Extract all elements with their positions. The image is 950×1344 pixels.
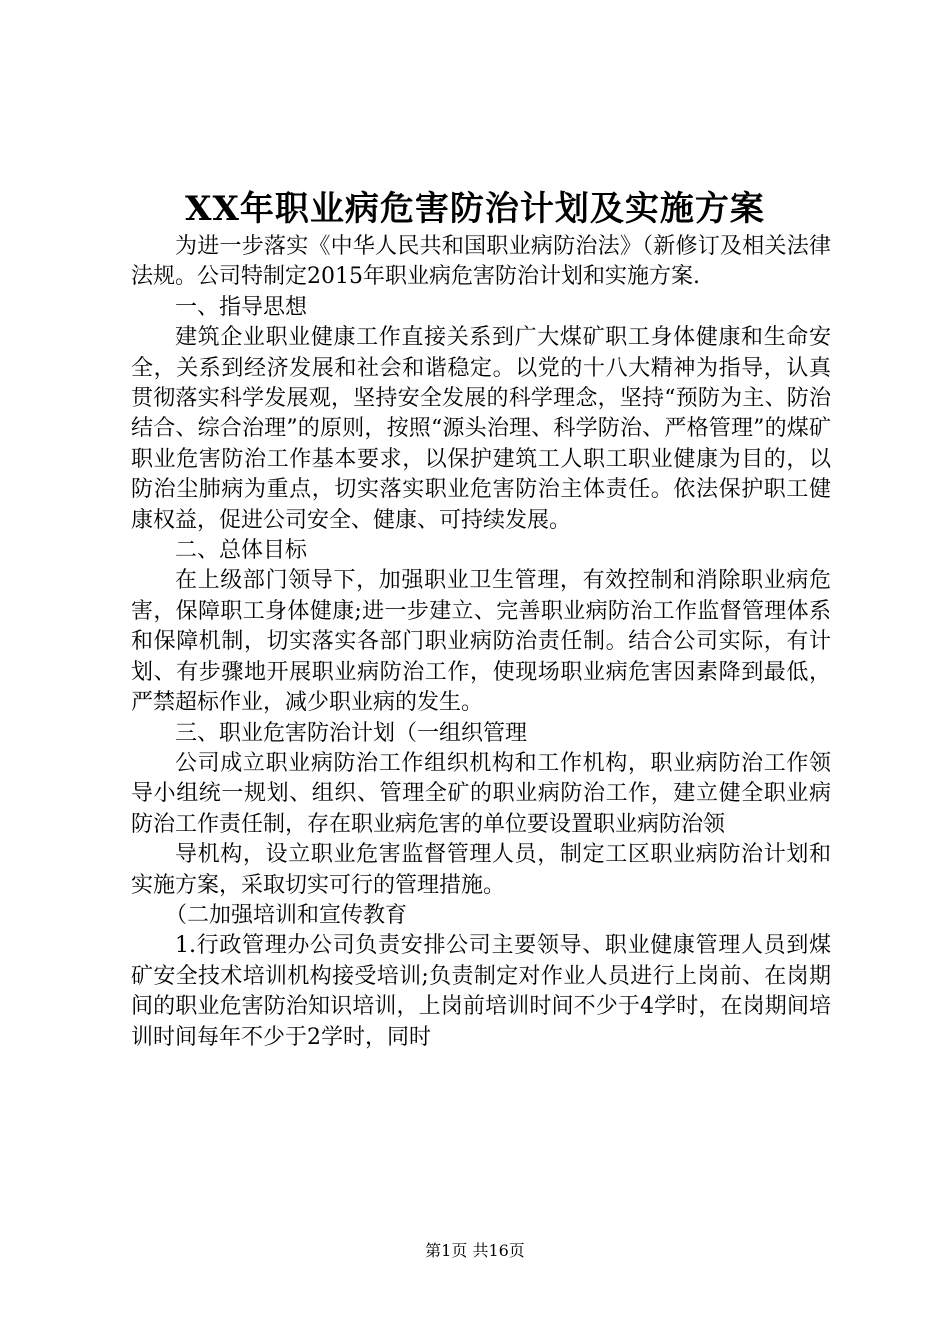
section-heading-prevention-plan: 三、职业危害防治计划（一组织管理 <box>175 720 528 746</box>
subsection-heading-training: （二加强培训和宣传教育 <box>165 902 408 928</box>
paragraph-training: 1.行政管理办公司负责安排公司主要领导、职业健康管理人员到煤矿安全技术培训机构接受培训;负责制定对作业人员进行上岗前、在岗期间的职业危害防治知识培训，上岗前培训时间不少于4学时，在岗期间培训时间每年不少于2学时，同时 <box>131 933 831 1050</box>
paragraph-organization: 公司成立职业病防治工作组织机构和工作机构，职业病防治工作领导小组统一规划、组织、管理全矿的职业病防治工作，建立健全职业病防治工作责任制，存在职业病危害的单位要设置职业病防治领 <box>131 750 831 837</box>
paragraph-organization-continued: 导机构，设立职业危害监督管理人员，制定工区职业病防治计划和实施方案，采取切实可行的管理措施。 <box>131 842 831 898</box>
paragraph-overall-goal: 在上级部门领导下，加强职业卫生管理，有效控制和消除职业病危害，保障职工身体健康;进一步建立、完善职业病防治工作监督管理体系和保障机制，切实落实各部门职业病防治责任制。结合公司实际，有计划、有步骤地开展职业病防治工作，使现场职业病危害因素降到最低，严禁超标作业，减少职业病的发生。 <box>131 568 831 716</box>
paragraph-guiding-thought: 建筑企业职业健康工作直接关系到广大煤矿职工身体健康和生命安全，关系到经济发展和社会和谐稳定。以党的十八大精神为指导，认真贯彻落实科学发展观，坚持安全发展的科学理念，坚持“预防为主、防治结合、综合治理”的原则，按照“源头治理、科学防治、严格管理”的煤矿职业危害防治工作基本要求，以保护建筑工人职工职业健康为目的，以防治尘肺病为重点，切实落实职业危害防治主体责任。依法保护职工健康权益，促进公司安全、健康、可持续发展。 <box>131 325 831 533</box>
section-heading-overall-goal: 二、总体目标 <box>175 538 308 564</box>
intro-paragraph: 为进一步落实《中华人民共和国职业病防治法》（新修订及相关法律法规。公司特制定2015年职业病危害防治计划和实施方案. <box>131 234 831 290</box>
document-title: XX年职业病危害防治计划及实施方案 <box>185 189 765 229</box>
page-footer: 第1页 共16页 <box>425 1241 525 1260</box>
section-heading-guiding-thought: 一、指导思想 <box>175 294 308 320</box>
document-body <box>131 232 831 1053</box>
